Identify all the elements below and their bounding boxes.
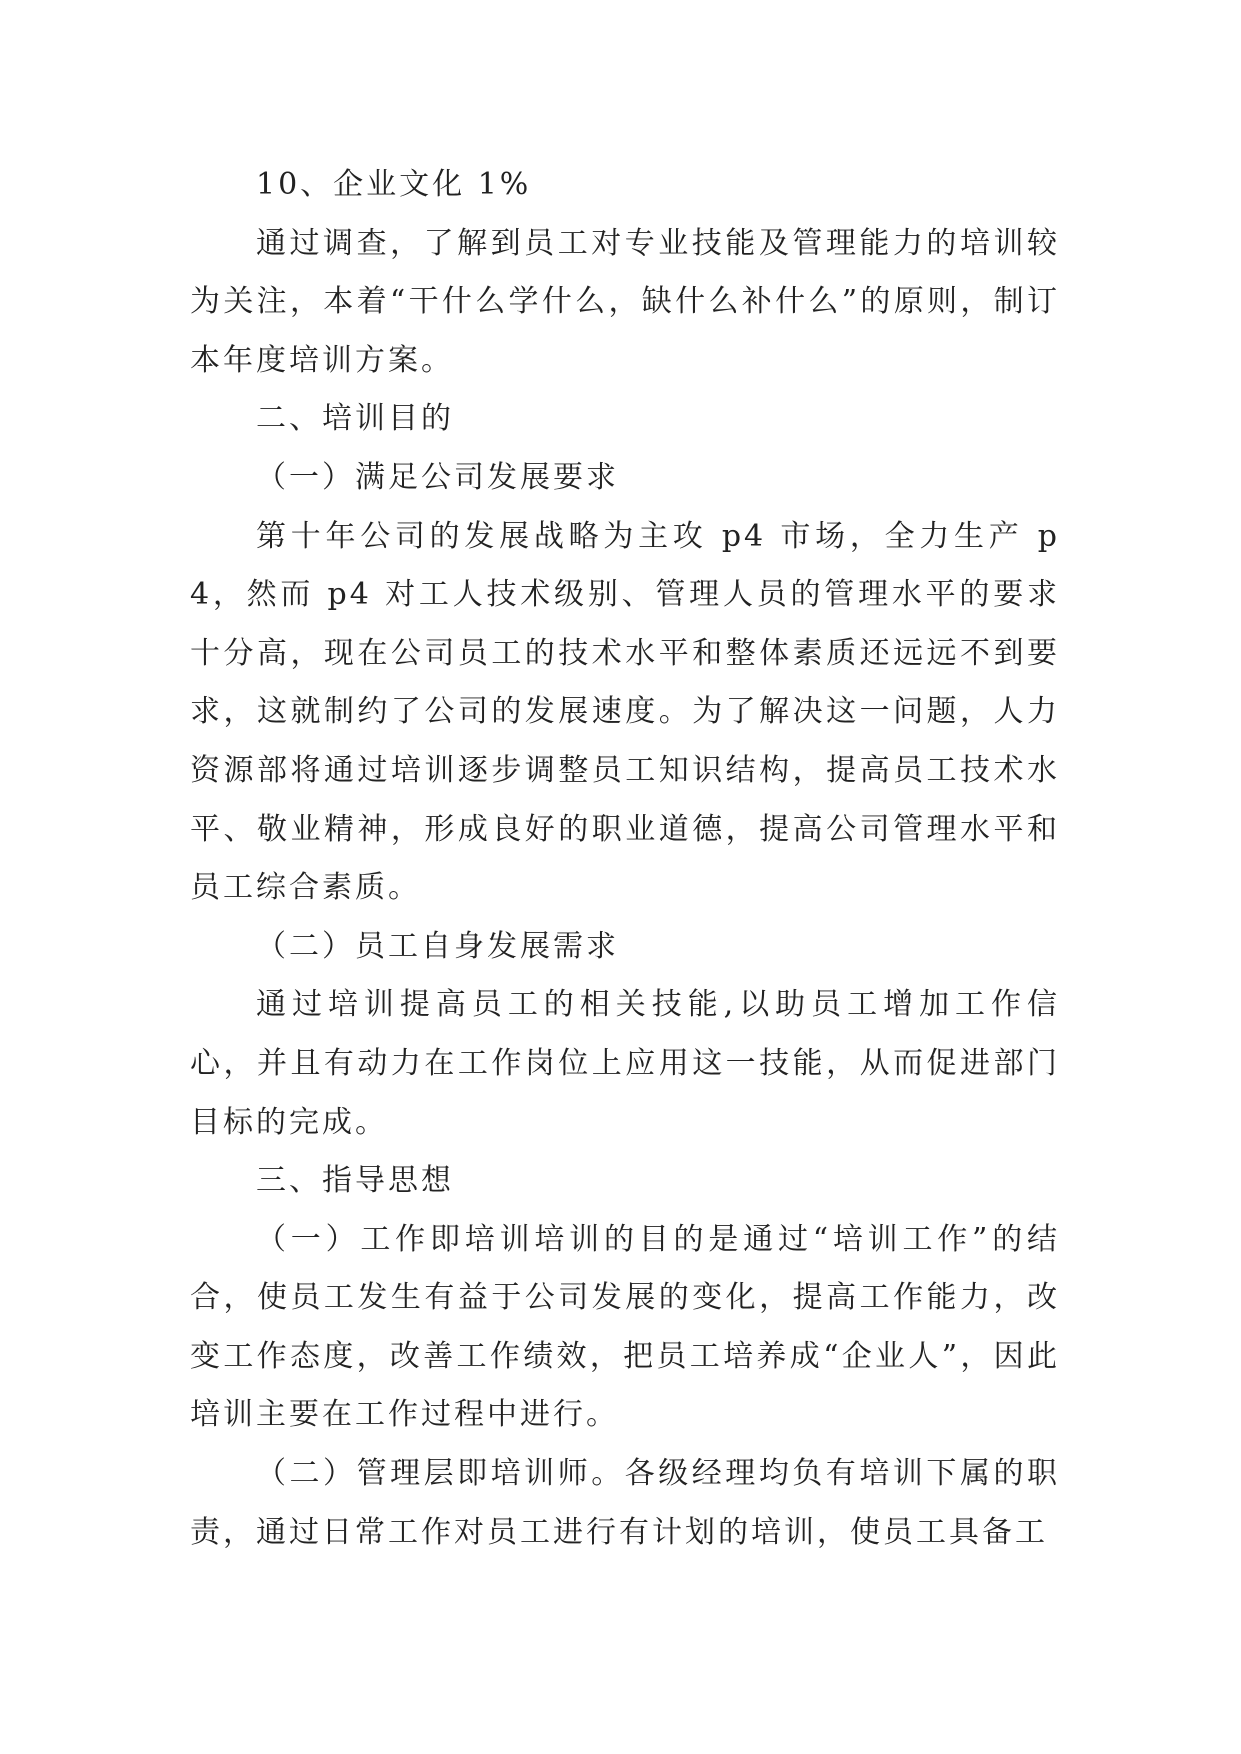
company-development-paragraph: 第十年公司的发展战略为主攻 p4 市场，全力生产 p4，然而 p4 对工人技术级别、管理人员的管理水平的要求十分高，现在公司员工的技术水平和整体素质还远远不到要求，这就制约了公司的发展速度。为了解决这一问题，人力资源部将通过培训逐步调整员工知识结构，提高员工技术水平、敬业精神，形成良好的职业道德，提高公司管理水平和员工综合素质。 bbox=[190, 518, 1060, 906]
survey-paragraph: 通过调查，了解到员工对专业技能及管理能力的培训较为关注，本着“干什么学什么，缺什么补什么”的原则，制订本年度培训方案。 bbox=[190, 225, 1060, 378]
list-item-corporate-culture: 10、企业文化 1% bbox=[256, 167, 532, 202]
document-page bbox=[190, 156, 1060, 1562]
section-heading-training-purpose: 二、培训目的 bbox=[256, 401, 454, 437]
section-heading-guiding-ideology: 三、指导思想 bbox=[256, 1163, 454, 1199]
subheading-company-development: （一）满足公司发展要求 bbox=[256, 459, 619, 495]
employee-development-paragraph: 通过培训提高员工的相关技能,以助员工增加工作信心，并且有动力在工作岗位上应用这一技能，从而促进部门目标的完成。 bbox=[190, 987, 1060, 1140]
subheading-employee-development: （二）员工自身发展需求 bbox=[256, 928, 619, 964]
work-is-training-paragraph: （一）工作即培训培训的目的是通过“培训工作”的结合，使员工发生有益于公司发展的变化，提高工作能力，改变工作态度，改善工作绩效，把员工培养成“企业人”，因此培训主要在工作过程中进行。 bbox=[190, 1221, 1060, 1433]
managers-are-trainers-paragraph: （二）管理层即培训师。各级经理均负有培训下属的职责，通过日常工作对员工进行有计划的培训，使员工具备工 bbox=[190, 1456, 1060, 1550]
